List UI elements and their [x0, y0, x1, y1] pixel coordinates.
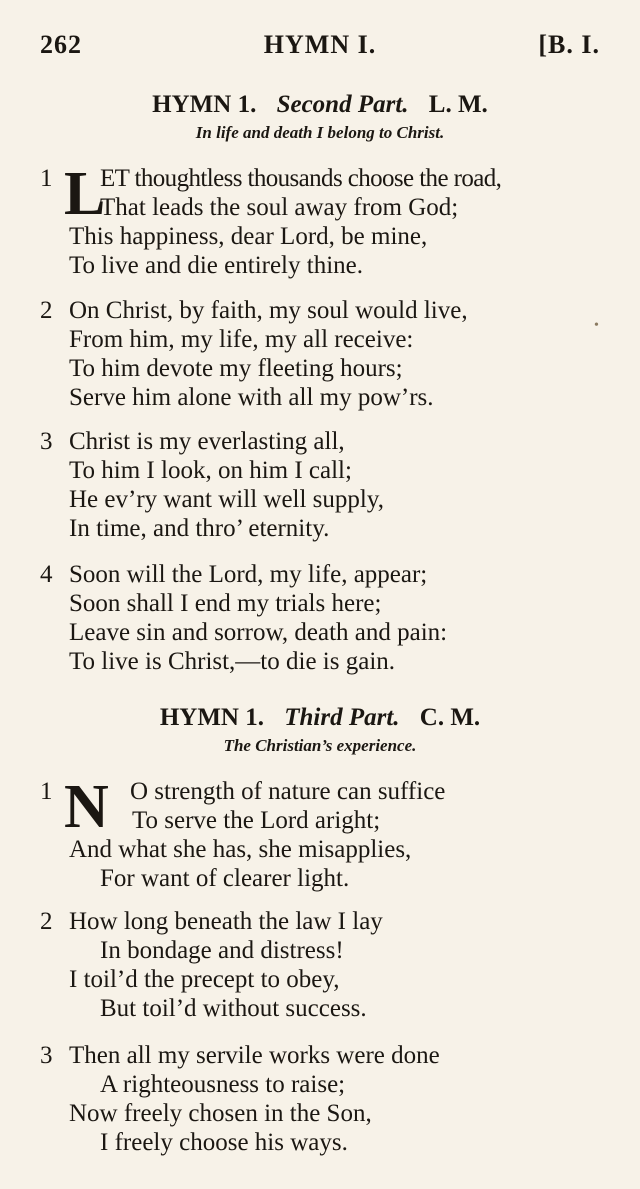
verse-line: ET thoughtless thousands choose the road,	[100, 165, 502, 192]
verse-line: That leads the soul away from God;	[100, 194, 459, 221]
verse-line: To serve the Lord aright;	[132, 807, 381, 834]
section-label: [B. I.	[538, 30, 600, 59]
hymn-subtitle: In life and death I belong to Christ.	[195, 123, 445, 142]
verse-line: Soon shall I end my trials here;	[69, 590, 382, 617]
verse-line: To live is Christ,—to die is gain.	[69, 648, 396, 675]
hymn-part: Second Part.	[276, 91, 409, 118]
verse-line: To him I look, on him I call;	[69, 457, 352, 484]
hymn-meter: L. M.	[428, 91, 488, 118]
hymn-heading	[40, 703, 600, 733]
hymn-number: HYMN 1.	[152, 91, 257, 118]
verse-line: This happiness, dear Lord, be mine,	[69, 223, 428, 250]
verse-line: To live and die entirely thine.	[69, 252, 363, 279]
verse-line: Leave sin and sorrow, death and pain:	[69, 619, 448, 646]
verse-line: He ev’ry want will well supply,	[69, 486, 384, 513]
verse-line: In time, and thro’ eternity.	[69, 515, 330, 542]
running-header	[40, 30, 600, 66]
verse-line: How long beneath the law I lay	[69, 908, 383, 935]
verse-line: To him devote my fleeting hours;	[69, 355, 403, 382]
verse-line: Now freely chosen in the Son,	[69, 1100, 372, 1127]
verse-line: Christ is my everlasting all,	[69, 428, 345, 455]
verse-line: I freely choose his ways.	[100, 1129, 348, 1156]
stanza-number: 2	[40, 297, 53, 324]
hymn-number: HYMN 1.	[159, 704, 264, 731]
hymn-part: Third Part.	[284, 704, 400, 731]
verse-line: And what she has, she misapplies,	[69, 836, 412, 863]
ink-blot-mark: •	[594, 318, 599, 333]
verse-line: Soon will the Lord, my life, appear;	[69, 561, 428, 588]
verse-line: I toil’d the precept to obey,	[69, 966, 340, 993]
drop-cap: N	[64, 773, 109, 841]
verse-line: O strength of nature can suffice	[130, 778, 446, 805]
stanza-number: 3	[40, 428, 53, 455]
verse-line: In bondage and distress!	[100, 937, 344, 964]
verse-line: Then all my servile works were done	[69, 1042, 440, 1069]
stanza-number: 4	[40, 561, 53, 588]
hymn-meter: C. M.	[419, 704, 481, 731]
running-title: HYMN I.	[263, 30, 377, 59]
verse-line: But toil’d without success.	[100, 995, 367, 1022]
verse-line: For want of clearer light.	[100, 865, 350, 892]
stanza-number: 3	[40, 1042, 53, 1069]
verse-line: From him, my life, my all receive:	[69, 326, 414, 353]
verse-line: A righteousness to raise;	[100, 1071, 346, 1098]
stanza-number: 2	[40, 908, 53, 935]
hymn-heading	[40, 90, 600, 120]
hymn-second-part	[40, 90, 600, 675]
hymn-subtitle: The Christian’s experience.	[223, 736, 417, 755]
page-number: 262	[40, 30, 82, 59]
hymn-third-part	[40, 703, 600, 1156]
verse-line: Serve him alone with all my pow’rs.	[69, 384, 434, 411]
drop-cap: L	[64, 160, 106, 228]
stanza-number: 1	[40, 778, 53, 805]
verse-line: On Christ, by faith, my soul would live,	[69, 297, 468, 324]
stanza-number: 1	[40, 165, 53, 192]
